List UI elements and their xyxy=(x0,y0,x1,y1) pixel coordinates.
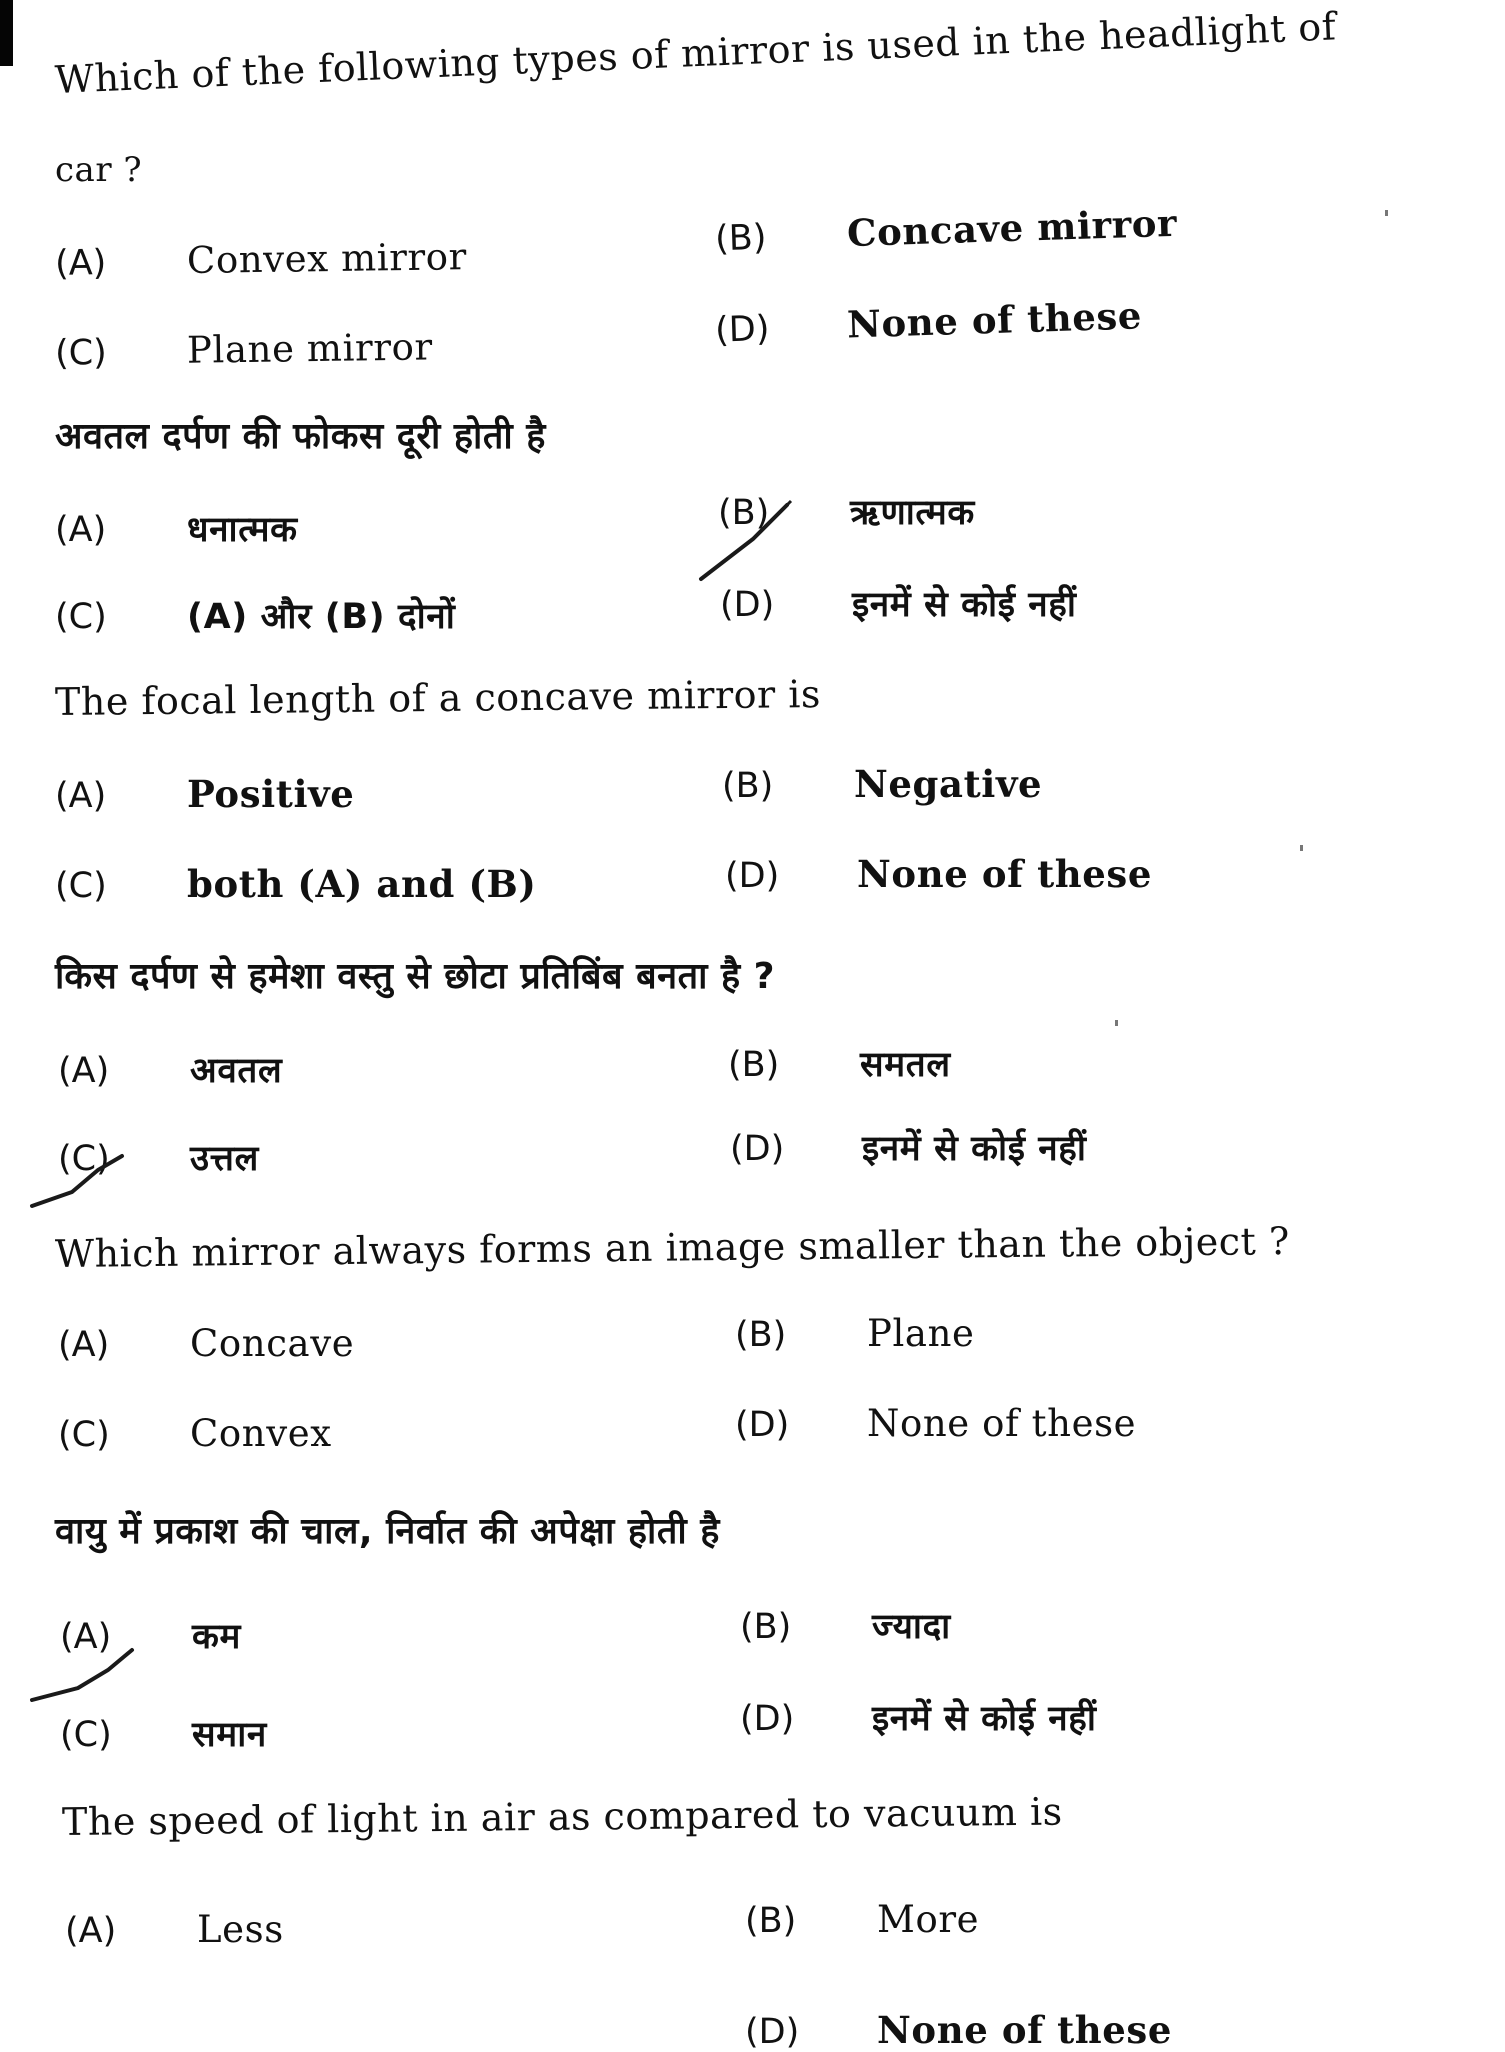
option-a xyxy=(58,1322,354,1365)
option-text: ज्यादा xyxy=(872,1607,951,1647)
scan-speck xyxy=(1115,1020,1118,1026)
option-text: Concave xyxy=(190,1322,355,1365)
option-d xyxy=(720,580,1077,627)
question-text: Which mirror always forms an image smaller than the object ? xyxy=(54,1219,1291,1276)
option-label: (D) xyxy=(730,1129,785,1169)
option-b xyxy=(718,488,975,535)
option-text: Positive xyxy=(187,772,355,816)
option-label: (D) xyxy=(714,309,771,351)
option-b xyxy=(740,1602,951,1649)
option-label: (C) xyxy=(58,1139,110,1179)
option-text: None of these xyxy=(877,2008,1173,2052)
question-text: वायु में प्रकाश की चाल, निर्वात की अपेक्षा होती है xyxy=(55,1511,720,1552)
option-c xyxy=(58,1134,259,1181)
option-text: Plane mirror xyxy=(186,325,434,372)
option-d xyxy=(740,1694,1097,1741)
option-label: (B) xyxy=(714,217,768,260)
option-text: Convex xyxy=(190,1412,332,1455)
option-text: कम xyxy=(192,1617,242,1657)
option-label: (A) xyxy=(55,776,107,816)
option-label: (D) xyxy=(735,1405,790,1445)
option-b xyxy=(722,762,1042,806)
option-text: None of these xyxy=(846,293,1143,347)
option-label: (B) xyxy=(728,1045,780,1085)
option-label: (D) xyxy=(720,585,775,625)
option-label: (C) xyxy=(55,866,107,906)
option-text: इनमें से कोई नहीं xyxy=(862,1129,1087,1169)
question-text: अवतल दर्पण की फोकस दूरी होती है xyxy=(55,416,546,457)
option-d xyxy=(714,293,1142,350)
scan-edge-mark xyxy=(0,0,13,66)
option-text: Negative xyxy=(854,762,1043,806)
scan-speck xyxy=(1300,845,1303,851)
option-text: समान xyxy=(192,1715,267,1755)
option-label: (D) xyxy=(725,856,780,896)
question-text: The speed of light in air as compared to vacuum is xyxy=(61,1789,1063,1844)
option-label: (B) xyxy=(718,493,770,533)
option-text: None of these xyxy=(857,852,1153,896)
option-text: Concave mirror xyxy=(846,200,1178,256)
question-text: Which of the following types of mirror is used in the headlight of xyxy=(54,4,1338,102)
option-a xyxy=(55,772,354,816)
option-text: Less xyxy=(197,1908,284,1951)
question-text-continued: car ? xyxy=(55,150,143,190)
option-a xyxy=(55,235,467,284)
question-text: किस दर्पण से हमेशा वस्तु से छोटा प्रतिबिंब बनता है ? xyxy=(55,956,776,997)
option-text: धनात्मक xyxy=(187,510,298,550)
option-text: Plane xyxy=(867,1312,975,1355)
option-label: (D) xyxy=(745,2012,800,2052)
option-label: (D) xyxy=(740,1699,795,1739)
option-label: (B) xyxy=(722,766,774,806)
option-text: (A) और (B) दोनों xyxy=(187,597,456,637)
option-label: (B) xyxy=(735,1315,787,1355)
option-text: More xyxy=(877,1898,980,1941)
question-text: The focal length of a concave mirror is xyxy=(54,671,822,724)
option-text: इनमें से कोई नहीं xyxy=(852,585,1077,625)
option-d xyxy=(725,852,1152,896)
option-label: (A) xyxy=(58,1325,110,1365)
option-text: अवतल xyxy=(190,1051,283,1091)
option-a xyxy=(65,1908,284,1951)
option-a xyxy=(60,1612,241,1659)
option-label: (A) xyxy=(54,243,107,284)
option-label: (A) xyxy=(55,510,107,550)
option-label: (A) xyxy=(60,1617,112,1657)
scan-speck xyxy=(1385,210,1388,216)
option-c xyxy=(55,862,537,906)
option-b xyxy=(735,1312,975,1355)
option-c xyxy=(55,592,455,639)
option-c xyxy=(55,325,433,373)
option-text: समतल xyxy=(860,1045,951,1085)
option-text: Convex mirror xyxy=(186,235,468,283)
option-text: both (A) and (B) xyxy=(187,862,537,906)
option-d xyxy=(730,1124,1087,1171)
option-text: उत्तल xyxy=(190,1139,259,1179)
option-text: None of these xyxy=(867,1402,1137,1445)
option-b xyxy=(745,1898,979,1941)
option-label: (B) xyxy=(740,1607,792,1647)
option-d xyxy=(735,1402,1136,1445)
option-label: (B) xyxy=(745,1901,797,1941)
option-c xyxy=(60,1710,267,1757)
option-b xyxy=(728,1040,951,1087)
option-label: (C) xyxy=(55,597,107,637)
option-label: (C) xyxy=(54,332,108,374)
option-label: (C) xyxy=(58,1415,110,1455)
option-a xyxy=(58,1046,282,1093)
option-text: ऋणात्मक xyxy=(850,493,975,533)
option-label: (C) xyxy=(60,1715,112,1755)
option-label: (A) xyxy=(58,1051,110,1091)
option-a xyxy=(55,505,298,552)
option-d xyxy=(745,2008,1172,2052)
option-label: (A) xyxy=(65,1911,117,1951)
option-b xyxy=(714,201,1177,259)
option-c xyxy=(58,1412,332,1455)
option-text: इनमें से कोई नहीं xyxy=(872,1699,1097,1739)
